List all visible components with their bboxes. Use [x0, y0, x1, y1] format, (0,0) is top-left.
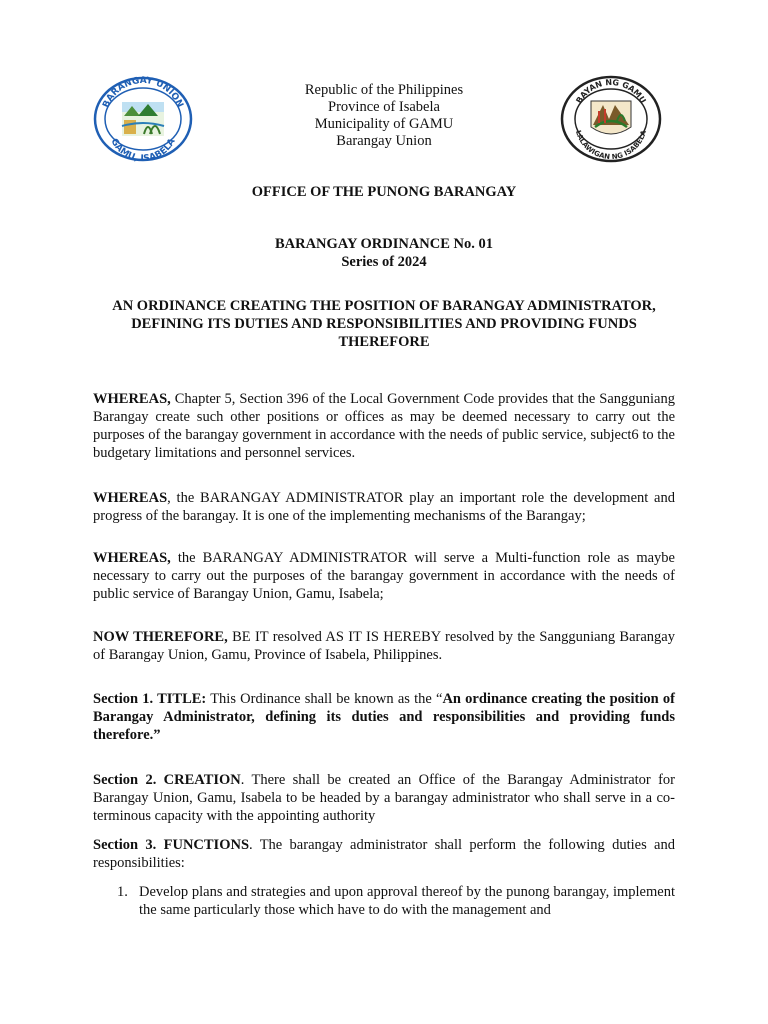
functions-list: [93, 883, 675, 919]
header-municipality: Municipality of GAMU: [314, 116, 454, 132]
whereas-clause-1: [93, 390, 675, 462]
seal-right-bottom-text: LALAWIGAN NG ISABELA: [573, 129, 649, 162]
header-province: Province of Isabela: [328, 99, 440, 115]
section-2-creation: [93, 771, 675, 825]
gamu-municipal-seal: [559, 75, 663, 163]
seal-left-top-text: BARANGAY UNION: [101, 76, 185, 110]
whereas-clause-3: [93, 549, 675, 603]
section-3-functions: [93, 836, 675, 872]
seal-left-bottom-text: GAMU, ISABELA: [108, 137, 178, 162]
now-therefore-text: BE IT resolved AS IT IS HEREBY resolved by the Sangguniang Barangay of Barangay Union, Gamu, Province of Isabela, Philippines.: [93, 629, 675, 663]
section-1-ordinance-name: An ordinance creating the position of Barangay Administrator, defining its duties and responsibilities and providing funds therefore.”: [93, 691, 675, 743]
section-1-title: [93, 690, 675, 744]
barangay-union-seal: [92, 76, 194, 162]
ordinance-series: Series of 2024: [341, 254, 427, 270]
whereas-2-text: , the BARANGAY ADMINISTRATOR play an important role the development and progress of the barangay. It is one of the implementing mechanisms of the Barangay;: [93, 490, 675, 524]
section-2-text: . There shall be created an Office of the Barangay Administrator for Barangay Union, Gamu, Isabela to be headed by a barangay administrator who shall serve in a co-terminous capacity with the appointing authority: [93, 772, 675, 824]
whereas-1-text: Chapter 5, Section 396 of the Local Government Code provides that the Sangguniang Barangay create such other positions or offices as may be deemed necessary to carry out the purposes of the barangay government in accordance with the needs of public service, subject6 to the budgetary limitations and personnel services.: [93, 391, 675, 461]
whereas-1-lead: WHEREAS,: [93, 391, 171, 407]
whereas-2-lead: WHEREAS: [93, 490, 168, 506]
section-2-lead: Section 2. CREATION: [93, 772, 241, 788]
now-therefore-lead: NOW THEREFORE,: [93, 629, 228, 645]
list-item-number: 1.: [117, 884, 128, 900]
list-item: [93, 883, 675, 919]
seal-right-top-text: BAYAN NG GAMU: [574, 77, 648, 105]
section-3-lead: Section 3. FUNCTIONS: [93, 837, 250, 853]
whereas-3-lead: WHEREAS,: [93, 550, 171, 566]
header-barangay: Barangay Union: [336, 133, 432, 149]
whereas-3-text: the BARANGAY ADMINISTRATOR will serve a Multi-function role as maybe necessary to carry out the purposes of the barangay government in accordance with the needs of public service of Barangay Union, Gamu, Isabela;: [93, 550, 675, 602]
header-republic: Republic of the Philippines: [304, 82, 464, 98]
section-3-text: . The barangay administrator shall perform the following duties and responsibilities:: [93, 837, 675, 871]
section-1-lead: Section 1. TITLE:: [93, 691, 207, 707]
ordinance-title: AN ORDINANCE CREATING THE POSITION OF BARANGAY ADMINISTRATOR, DEFINING ITS DUTIES AND RESPONSIBILITIES AND PROVIDING FUNDS THEREFORE: [112, 298, 656, 350]
whereas-clause-2: [93, 489, 675, 525]
office-title: OFFICE OF THE PUNONG BARANGAY: [251, 184, 517, 200]
document-header: [234, 82, 534, 150]
list-item-text: Develop plans and strategies and upon approval thereof by the punong barangay, implement the same particularly those which have to do with the management and: [139, 884, 675, 918]
ordinance-number: BARANGAY ORDINANCE No. 01: [274, 236, 494, 252]
now-therefore-clause: [93, 628, 675, 664]
section-1-text: This Ordinance shall be known as the “: [206, 691, 443, 707]
